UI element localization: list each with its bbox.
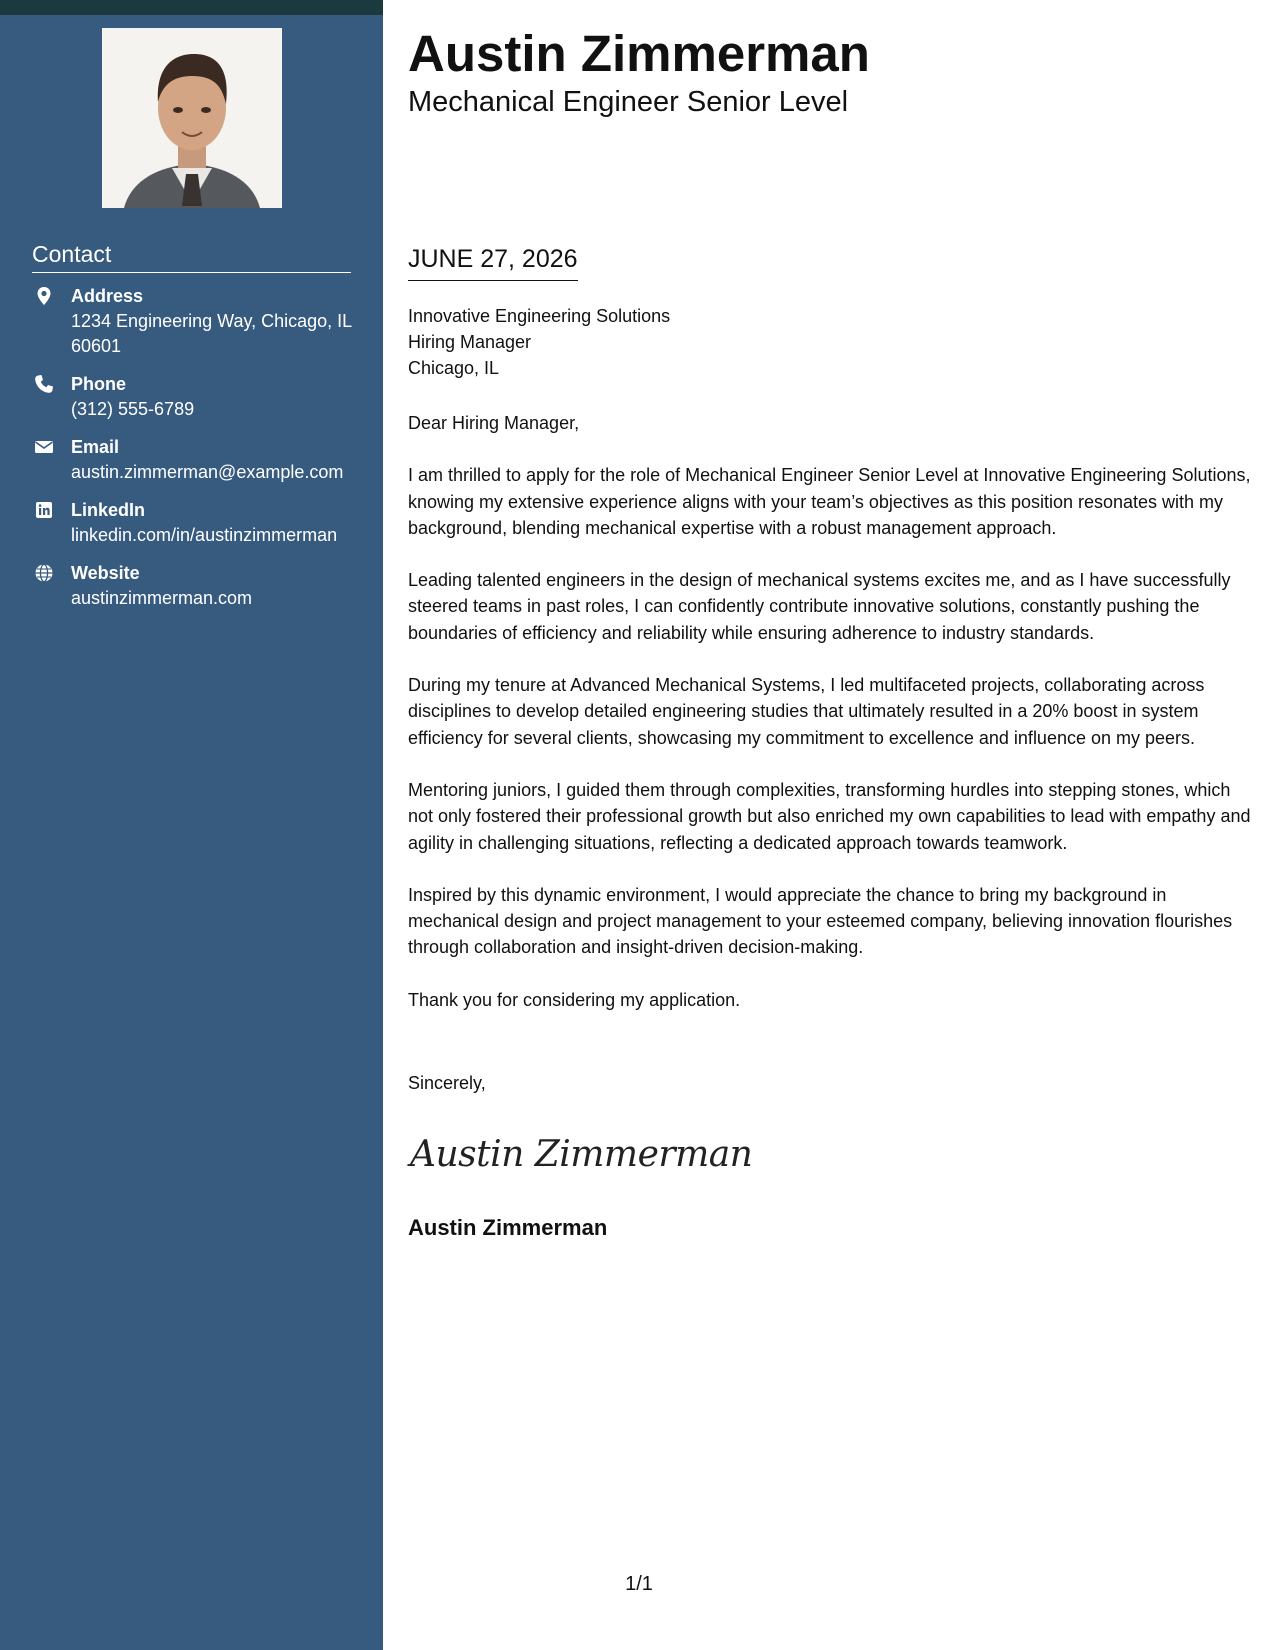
salutation: Dear Hiring Manager, — [408, 413, 580, 433]
linkedin-link[interactable]: linkedin.com/in/austinzimmerman — [71, 525, 338, 545]
paragraph: I am thrilled to apply for the role of Mechanical Engineer Senior Level at Innovative Engineering Solutions, knowing my extensive experience aligns with your team’s objectives as this position resonates with my background, blending mechanical expertise with a robust management approach. — [408, 465, 1251, 538]
letter-body — [408, 410, 1253, 1039]
thanks: Thank you for considering my application. — [408, 989, 741, 1010]
contact-item-phone — [32, 372, 352, 422]
contact-label: Phone — [71, 374, 127, 394]
signature-image — [408, 1126, 753, 1176]
email-link[interactable]: austin.zimmerman@example.com — [71, 462, 344, 482]
recipient-location: Chicago, IL — [408, 358, 500, 378]
paragraph: During my tenure at Advanced Mechanical Systems, I led multifaceted projects, collaborating across disciplines to develop detailed engineering studies that ultimately resulted in a 20% boost in system efficiency for several clients, showcasing my commitment to excellence and influence on my peers. — [408, 675, 1205, 748]
letter-date: JUNE 27, 2026 — [408, 243, 578, 281]
top-accent-bar — [0, 0, 383, 15]
paragraph: Leading talented engineers in the design of mechanical systems excites me, and as I have successfully steered teams in past roles, I can confidently contribute innovative solutions, constantly pushing the boundaries of efficiency and reliability while ensuring adherence to industry standards. — [408, 570, 1231, 643]
recipient-role: Hiring Manager — [408, 332, 532, 352]
signer-name: Austin Zimmerman — [408, 1215, 608, 1240]
paragraph: Inspired by this dynamic environment, I would appreciate the chance to bring my background in mechanical design and project management to your esteemed company, believing innovation flourishes through collaboration and insight-driven decision-making. — [408, 884, 1233, 958]
website-link[interactable]: austinzimmerman.com — [71, 588, 253, 608]
signature — [408, 1126, 753, 1176]
sidebar — [0, 15, 383, 1650]
map-pin-icon — [34, 286, 54, 306]
signature-text: Austin Zimmerman — [410, 1134, 753, 1175]
contact-value: (312) 555-6789 — [71, 399, 195, 419]
envelope-icon — [34, 437, 54, 457]
avatar-photo — [102, 28, 282, 208]
contact-label: Website — [71, 563, 140, 583]
recipient-block — [408, 303, 670, 381]
globe-icon — [34, 563, 54, 583]
avatar — [102, 28, 282, 208]
recipient-company: Innovative Engineering Solutions — [408, 306, 671, 326]
contact-item-linkedin — [32, 498, 352, 548]
contact-item-email — [32, 435, 352, 485]
contact-value: 1234 Engineering Way, Chicago, IL 60601 — [71, 311, 352, 356]
paragraph: Mentoring juniors, I guided them through complexities, transforming hurdles into stepping stones, which not only fostered their professional growth but also enriched my own capabilities to lead with empathy and agility in challenging situations, reflecting a dedicated approach towards teamwork. — [408, 779, 1251, 853]
contact-list — [32, 284, 352, 624]
phone-icon — [34, 374, 54, 394]
job-title: Mechanical Engineer Senior Level — [408, 86, 849, 118]
contact-item-website — [32, 561, 352, 611]
contact-label: Address — [71, 286, 144, 306]
page-number: 1/1 — [625, 1573, 653, 1595]
applicant-name: Austin Zimmerman — [408, 25, 870, 82]
linkedin-icon — [34, 500, 54, 520]
closing: Sincerely, — [408, 1073, 486, 1093]
contact-label: Email — [71, 437, 120, 457]
contact-item-address — [32, 284, 352, 359]
contact-label: LinkedIn — [71, 500, 146, 520]
contact-section-title: Contact — [32, 241, 351, 273]
